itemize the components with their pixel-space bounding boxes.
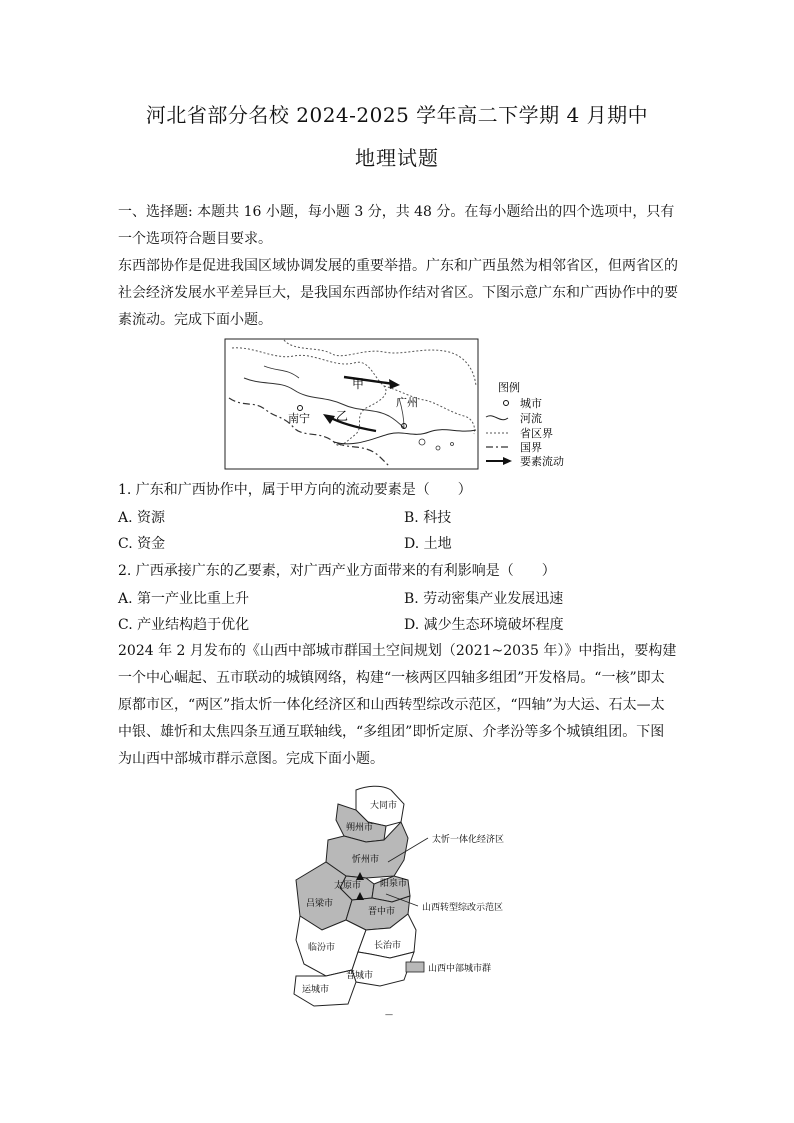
q2-option-c: C. 产业结构趋于优化 [118, 617, 250, 633]
label-yuncheng: 运城市 [302, 985, 330, 995]
q2-option-d: D. 减少生态环境破坏程度 [404, 617, 564, 633]
label-shuozhou: 朔州市 [346, 823, 374, 833]
label-jinzhong: 晋中市 [368, 907, 396, 917]
label-taiyuan: 太原市 [334, 881, 362, 891]
passage-2: 2024 年 2 月发布的《山西中部城市群国土空间规划（2021~2035 年）》中指出，要构建一个中心崛起、五市联动的城镇网络，构建“一核两区四轴多组团”开发格局。“一核”即太原都市区，“两区”指太忻一体化经济区和山西转型综改示范区，“四轴”为大运、石太—太中银、雄忻和太焦四条互通互联轴线，“多组团”即忻定原、介孝汾等多个城镇组团。下图为山西中部城市群示意图。完成下面小题。 [118, 643, 677, 767]
q1-option-c: C. 资金 [118, 536, 166, 552]
q2-stem: 2. 广西承接广东的乙要素，对广西产业方面带来的有利影响是（ ） [118, 563, 556, 579]
label-changzhi: 长治市 [374, 941, 402, 951]
passage-1: 东西部协作是促进我国区域协调发展的重要举措。广东和广西虽然为相邻省区，但两省区的社会经济发展水平差异巨大，是我国东西部协作结对省区。下图示意广东和广西协作中的要素流动。完成下面小题。 [118, 258, 678, 328]
map1-frame [225, 339, 478, 469]
legend-river-symbol [486, 416, 508, 420]
label-zhuanxing-zone: 山西转型综改示范区 [422, 903, 504, 913]
legend-swatch-cluster [406, 962, 424, 972]
label-yi: 乙 [336, 409, 349, 423]
section-instructions: 一、选择题: 本题共 16 小题，每小题 3 分，共 48 分。在每小题给出的四个选项中，只有一个选项符合题目要求。 [118, 204, 675, 247]
legend-city-symbol [504, 401, 509, 406]
legend-flow-head [503, 457, 512, 465]
legend-item-national: 国界 [520, 441, 542, 454]
legend-label-cluster: 山西中部城市群 [428, 964, 492, 974]
map-shanxi-city-cluster [286, 780, 546, 1012]
title-line-1: 河北省部分名校 2024-2025 学年高二下学期 4 月期中 [145, 103, 649, 127]
legend-item-city: 城市 [520, 397, 542, 410]
label-datong: 大同市 [370, 801, 398, 811]
page-bottom-mark: — [385, 1010, 393, 1019]
legend-item-flow: 要素流动 [520, 455, 564, 468]
label-taixin-zone: 太忻一体化经济区 [432, 835, 505, 845]
label-lvliang: 吕梁市 [306, 899, 334, 909]
q1-option-a: A. 资源 [118, 510, 166, 526]
q1-option-b: B. 科技 [404, 510, 452, 526]
label-guangzhou: 广州 [396, 396, 418, 409]
map-guangdong-guangxi [224, 338, 574, 473]
label-nanning: 南宁 [288, 412, 310, 425]
q2-option-a: A. 第一产业比重上升 [118, 591, 250, 607]
label-jincheng: 晋城市 [346, 971, 374, 981]
label-xinzhou: 忻州市 [352, 855, 380, 865]
q1-stem: 1. 广东和广西协作中，属于甲方向的流动要素是（ ） [118, 482, 472, 498]
legend-item-province: 省区界 [520, 427, 553, 440]
legend-item-river: 河流 [520, 412, 542, 425]
label-jia: 甲 [352, 377, 365, 391]
label-yangquan: 阳泉市 [380, 879, 408, 889]
title-line-2: 地理试题 [355, 146, 439, 170]
q2-option-b: B. 劳动密集产业发展迅速 [404, 591, 564, 607]
label-linfen: 临汾市 [308, 943, 336, 953]
q1-option-d: D. 土地 [404, 536, 452, 552]
legend-title: 图例 [498, 381, 520, 394]
